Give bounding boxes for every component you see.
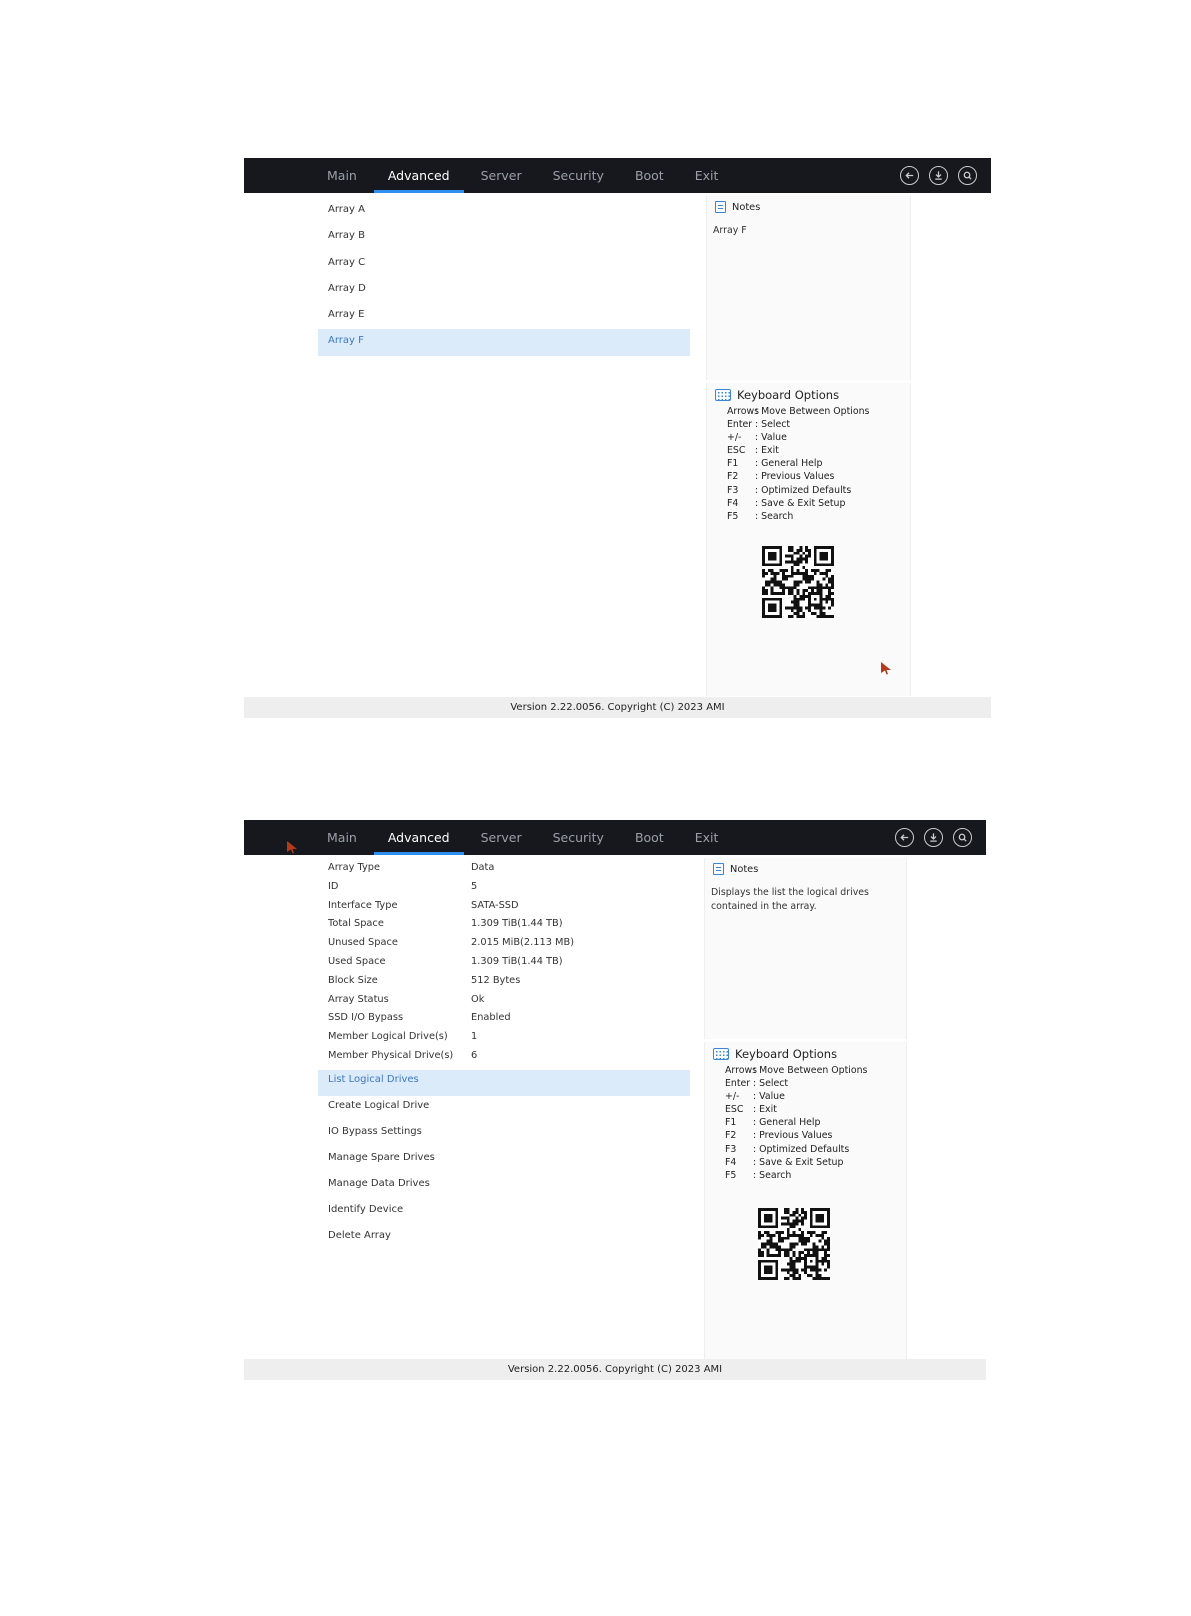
info-row <box>318 934 690 953</box>
info-row <box>318 859 690 878</box>
key-label: F3 <box>725 1143 737 1155</box>
key-label: Arrows <box>727 406 760 417</box>
info-row <box>318 1028 690 1047</box>
keyboard-options-list <box>727 405 869 523</box>
keyboard-options-list <box>725 1064 867 1182</box>
key-desc: : Search <box>755 510 794 522</box>
info-row <box>318 991 690 1010</box>
key-desc: : Move Between Options <box>755 406 870 417</box>
key-desc: : Value <box>753 1091 785 1103</box>
list-item-array-b[interactable]: Array B <box>328 230 365 242</box>
key-label: F2 <box>725 1130 737 1142</box>
tab-security[interactable]: Security <box>552 830 604 845</box>
key-desc: : Previous Values <box>755 471 835 483</box>
info-value: 2.015 MiB(2.113 MB) <box>471 937 575 949</box>
key-row <box>727 431 869 444</box>
array-action-list <box>318 1070 690 1252</box>
key-desc: : Save & Exit Setup <box>753 1156 844 1168</box>
key-label: +/- <box>727 432 742 444</box>
key-row <box>725 1077 867 1090</box>
info-row <box>318 878 690 897</box>
key-label: +/- <box>725 1091 740 1103</box>
identify-device-item[interactable]: Identify Device <box>328 1204 404 1215</box>
key-row <box>727 484 869 497</box>
list-item-array-e[interactable]: Array E <box>328 309 365 321</box>
tab-main[interactable]: Main <box>327 168 357 183</box>
notes-icon <box>713 863 724 875</box>
info-label: Member Physical Drive(s) <box>328 1049 454 1061</box>
key-label: ESC <box>725 1104 744 1116</box>
key-row <box>725 1064 867 1077</box>
key-label: F3 <box>727 484 739 496</box>
keyboard-options-header <box>715 388 839 402</box>
info-label: Array Status <box>328 993 389 1005</box>
info-value: 1 <box>471 1031 478 1043</box>
tab-exit[interactable]: Exit <box>694 168 719 183</box>
footer-version: Version 2.22.0056. Copyright (C) 2023 AMI <box>244 1359 986 1380</box>
delete-array-item[interactable]: Delete Array <box>328 1230 391 1241</box>
key-label: F1 <box>725 1117 737 1129</box>
tab-advanced[interactable]: Advanced <box>374 158 464 193</box>
bios-screen-array-details <box>244 820 986 1380</box>
info-row <box>318 1047 690 1066</box>
download-icon[interactable] <box>929 166 948 185</box>
key-label: Enter <box>725 1078 751 1090</box>
key-row <box>725 1129 867 1142</box>
key-row <box>725 1090 867 1103</box>
keyboard-options-panel <box>706 383 911 696</box>
tab-server[interactable]: Server <box>480 830 522 845</box>
key-desc: : Select <box>753 1078 789 1090</box>
info-label: Array Type <box>328 862 381 873</box>
list-item-array-a[interactable]: Array A <box>328 204 365 215</box>
tab-advanced[interactable]: Advanced <box>374 820 464 855</box>
notes-text: Displays the list the logical drives contained in the array. <box>711 887 869 912</box>
key-label: F4 <box>725 1156 737 1168</box>
key-label: Enter <box>727 419 753 431</box>
notes-icon <box>715 201 726 213</box>
info-label: Block Size <box>328 974 378 986</box>
key-row <box>725 1103 867 1116</box>
key-row <box>727 497 869 510</box>
key-label: ESC <box>727 445 746 457</box>
tab-server[interactable]: Server <box>480 168 522 183</box>
notes-title: Notes <box>730 863 759 875</box>
key-desc: : Value <box>755 432 787 444</box>
info-label: Interface Type <box>328 899 398 911</box>
key-row <box>725 1116 867 1129</box>
key-row <box>725 1169 867 1182</box>
info-label: Used Space <box>328 955 386 967</box>
key-row <box>725 1156 867 1169</box>
notes-header <box>713 863 758 875</box>
info-label: Unused Space <box>328 937 398 949</box>
keyboard-options-header <box>713 1047 837 1061</box>
key-label: F5 <box>725 1169 737 1181</box>
info-row <box>318 915 690 934</box>
tab-boot[interactable]: Boot <box>634 168 664 183</box>
keyboard-options-title: Keyboard Options <box>737 388 840 402</box>
content-area <box>244 855 986 1359</box>
top-menu-bar <box>244 820 986 855</box>
bios-screen-array-list <box>244 158 991 718</box>
key-desc: : General Help <box>755 458 823 470</box>
key-row <box>727 457 869 470</box>
back-arrow-icon[interactable] <box>900 166 919 185</box>
info-value: 1.309 TiB(1.44 TB) <box>471 955 563 967</box>
info-label: ID <box>328 880 339 892</box>
key-desc: : Select <box>755 419 791 431</box>
top-menu-bar <box>244 158 991 193</box>
info-row <box>318 972 690 991</box>
info-row <box>318 953 690 972</box>
search-icon[interactable] <box>958 166 977 185</box>
search-icon[interactable] <box>953 828 972 847</box>
key-desc: : Exit <box>753 1104 777 1116</box>
info-value: Ok <box>471 993 485 1005</box>
info-value: SATA-SSD <box>471 899 519 911</box>
qr-code-icon <box>762 546 834 618</box>
content-area <box>244 193 991 697</box>
manage-data-drives-item[interactable]: Manage Data Drives <box>328 1178 430 1189</box>
tab-main[interactable]: Main <box>327 830 357 845</box>
key-row <box>727 405 869 418</box>
key-desc: : Save & Exit Setup <box>755 497 846 509</box>
info-row <box>318 1009 690 1028</box>
key-label: F1 <box>727 458 739 470</box>
key-row <box>727 510 869 523</box>
info-value: 6 <box>471 1049 478 1061</box>
menu-tabs <box>313 820 735 855</box>
tab-security[interactable]: Security <box>552 168 604 183</box>
key-label: F2 <box>727 471 739 483</box>
key-label: Arrows <box>725 1065 758 1076</box>
tab-exit[interactable]: Exit <box>694 830 719 845</box>
key-label: F5 <box>727 510 739 522</box>
notes-title: Notes <box>732 201 761 213</box>
info-row <box>318 897 690 916</box>
key-desc: : General Help <box>753 1117 821 1129</box>
key-row <box>727 470 869 483</box>
download-icon[interactable] <box>924 828 943 847</box>
info-label: Member Logical Drive(s) <box>328 1031 448 1043</box>
manage-spare-drives-item[interactable]: Manage Spare Drives <box>328 1152 435 1163</box>
notes-text: Array F <box>713 225 747 236</box>
info-label: SSD I/O Bypass <box>328 1012 404 1024</box>
array-info-table <box>318 859 690 1066</box>
footer-version: Version 2.22.0056. Copyright (C) 2023 AMI <box>244 697 991 718</box>
key-desc: : Exit <box>755 445 779 457</box>
info-value: 1.309 TiB(1.44 TB) <box>471 918 563 930</box>
key-row <box>727 444 869 457</box>
mouse-pointer-icon <box>286 840 298 854</box>
info-value: 512 Bytes <box>471 974 521 986</box>
keyboard-options-title: Keyboard Options <box>735 1047 838 1061</box>
top-icon-group <box>900 166 977 185</box>
io-bypass-settings-item[interactable]: IO Bypass Settings <box>328 1126 422 1137</box>
info-value: 5 <box>471 880 478 892</box>
list-logical-drives-item[interactable]: List Logical Drives <box>318 1070 690 1096</box>
create-logical-drive-item[interactable]: Create Logical Drive <box>328 1100 430 1111</box>
back-arrow-icon[interactable] <box>895 828 914 847</box>
qr-code-icon <box>758 1208 830 1280</box>
array-list <box>318 198 690 356</box>
list-item-array-c[interactable]: Array C <box>328 256 366 268</box>
key-desc: : Move Between Options <box>753 1065 868 1076</box>
key-row <box>727 418 869 431</box>
notes-panel <box>706 196 911 380</box>
key-desc: : Previous Values <box>753 1130 833 1142</box>
mouse-pointer-icon <box>880 661 892 675</box>
key-desc: : Optimized Defaults <box>753 1143 850 1155</box>
keyboard-options-panel <box>704 1042 907 1359</box>
key-desc: : Optimized Defaults <box>755 484 852 496</box>
key-label: F4 <box>727 497 739 509</box>
keyboard-icon <box>713 1048 729 1060</box>
top-icon-group <box>895 828 972 847</box>
menu-tabs <box>313 158 735 193</box>
key-row <box>725 1143 867 1156</box>
keyboard-icon <box>715 389 731 401</box>
info-label: Total Space <box>328 918 384 930</box>
list-item-array-f[interactable]: Array F <box>318 329 690 355</box>
key-desc: : Search <box>753 1169 792 1181</box>
tab-boot[interactable]: Boot <box>634 830 664 845</box>
notes-panel <box>704 858 907 1039</box>
info-value: Data <box>471 862 495 873</box>
notes-header <box>715 201 760 213</box>
list-item-array-d[interactable]: Array D <box>328 282 366 294</box>
info-value: Enabled <box>471 1012 511 1024</box>
